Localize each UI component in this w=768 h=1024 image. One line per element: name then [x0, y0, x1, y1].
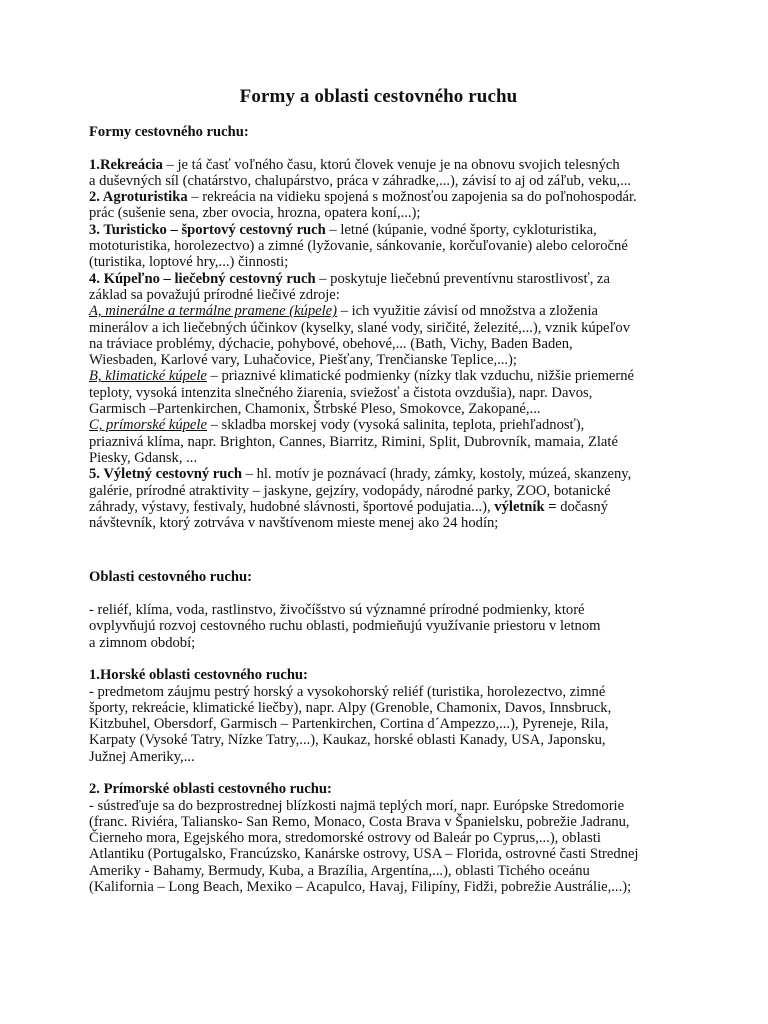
text-segment: Garmisch –Partenkirchen, Chamonix, Štrbské Pleso, Smokovce, Zakopané,...	[89, 401, 541, 418]
text-line	[89, 635, 688, 651]
text-segment: teploty, vysoká intenzita slnečného žiarenia, sviežosť a čistota ovzdušia), napr. Davos,	[89, 384, 593, 401]
bold-term: 1.Rekreácia	[89, 156, 163, 173]
text-segment: – ich využitie závisí od množstva a zloženia	[337, 303, 598, 320]
text-line	[89, 450, 688, 466]
text-line	[89, 157, 688, 173]
text-segment: – je tá časť voľného času, ktorú človek venuje je na obnovu svojich telesných	[162, 156, 620, 173]
text-line	[89, 254, 688, 270]
text-line	[89, 830, 688, 846]
text-line	[89, 401, 688, 417]
text-segment: (turistika, loptové hry,...) činnosti;	[89, 254, 289, 271]
bold-term: 5. Výletný cestovný ruch	[89, 466, 242, 483]
text-line	[89, 798, 688, 814]
section-gap	[89, 531, 688, 569]
text-segment: – hl. motív je poznávací (hrady, zámky, kostoly, múzeá, skanzeny,	[241, 466, 632, 483]
document-body	[89, 124, 688, 895]
text-segment: prác (sušenie sena, zber ovocia, hrozna, opatera koní,...);	[89, 205, 421, 222]
text-line	[89, 515, 688, 531]
text-segment: Karpaty (Vysoké Tatry, Nízke Tatry,...), Kaukaz, horské oblasti Kanady, USA, Japonsku,	[89, 732, 606, 749]
paragraph-gap	[89, 140, 688, 156]
text-segment: a zimnom období;	[89, 634, 196, 651]
text-segment: Čierneho mora, Egejského mora, stredomorské ostrovy od Baleár po Cyprus,...), oblasti	[89, 830, 601, 847]
text-segment: – poskytuje liečebnú preventívnu starostlivosť, za	[315, 270, 610, 287]
text-segment: – rekreácia na vidieku spojená s možnosťou zapojenia sa do poľnohospodár.	[187, 189, 637, 206]
text-segment: ovplyvňujú rozvoj cestovného ruchu oblasti, podmieňujú využívanie priestoru v letnom	[89, 618, 601, 635]
text-segment: - sústreďuje sa do bezprostrednej blízkosti najmä teplých morí, napr. Európske Stredomorie	[89, 797, 625, 814]
text-segment: minerálov a ich liečebných účinkov (kyselky, slané vody, siričité, železité,...), vznik kúpeľov	[89, 319, 630, 336]
text-segment: – letné (kúpanie, vodné športy, cykloturistika,	[325, 221, 597, 238]
text-line	[89, 205, 688, 221]
page-title: Formy a oblasti cestovného ruchu	[239, 86, 518, 107]
underlined-subheading: C, prímorské kúpele	[89, 417, 207, 434]
text-line	[89, 716, 688, 732]
text-line	[89, 732, 688, 748]
text-segment: na tráviace problémy, dýchacie, pohybové, obehové,... (Bath, Vichy, Baden Baden,	[89, 335, 573, 352]
underlined-subheading: A, minerálne a termálne pramene (kúpele)	[89, 303, 338, 320]
text-line	[89, 238, 688, 254]
text-line	[89, 222, 688, 238]
text-line	[89, 569, 688, 585]
text-segment: Atlantiku (Portugalsko, Francúzsko, Kanárske ostrovy, USA – Florida, ostrovné časti Strednej	[89, 846, 639, 863]
paragraph-gap	[89, 586, 688, 602]
text-segment: Ameriky - Bahamy, Bermudy, Kuba, a Brazília, Argentína,...), oblasti Tichého oceánu	[89, 862, 590, 879]
text-line	[89, 287, 688, 303]
bold-term: 2. Prímorské oblasti cestovného ruchu:	[89, 781, 332, 798]
text-line	[89, 846, 688, 862]
text-line	[89, 749, 688, 765]
text-line	[89, 483, 688, 499]
text-line	[89, 434, 688, 450]
bold-term: 4. Kúpeľno – liečebný cestovný ruch	[89, 270, 316, 287]
text-line	[89, 602, 688, 618]
text-line	[89, 667, 688, 683]
text-line	[89, 173, 688, 189]
underlined-subheading: B, klimatické kúpele	[89, 368, 207, 385]
text-line	[89, 336, 688, 352]
text-line	[89, 879, 688, 895]
text-segment: dočasný	[556, 498, 609, 515]
text-line	[89, 781, 688, 797]
bold-term: Oblasti cestovného ruchu:	[89, 569, 252, 586]
text-line	[89, 189, 688, 205]
text-line	[89, 618, 688, 634]
bold-term: výletník =	[494, 498, 557, 515]
text-segment: galérie, prírodné atraktivity – jaskyne, gejzíry, vodopády, národné parky, ZOO, botanické	[89, 482, 611, 499]
text-segment: športy, rekreácie, klimatické liečby), napr. Alpy (Grenoble, Chamonix, Davos, Innsbruck,	[89, 699, 612, 716]
text-line	[89, 320, 688, 336]
text-line	[89, 684, 688, 700]
text-line	[89, 814, 688, 830]
paragraph-gap	[89, 651, 688, 667]
text-line	[89, 352, 688, 368]
text-segment: mototuristika, horolezectvo) a zimné (lyžovanie, sánkovanie, korčuľovanie) alebo celoročné	[89, 238, 628, 255]
text-segment: (franc. Riviéra, Taliansko- San Remo, Monaco, Costa Brava v Španielsku, pobrežie Jadranu,	[89, 813, 630, 830]
text-segment: návštevník, ktorý zotrváva v navštívenom mieste menej ako 24 hodín;	[89, 515, 499, 532]
text-line	[89, 303, 688, 319]
text-line	[89, 499, 688, 515]
text-segment: (Kalifornia – Long Beach, Mexiko – Acapulco, Havaj, Filipíny, Fidži, pobrežie Austrálie,...);	[89, 879, 632, 896]
text-segment: Kitzbuhel, Obersdorf, Garmisch – Partenkirchen, Cortina d´Ampezzo,...), Pyreneje, Rila,	[89, 716, 609, 733]
bold-term: 3. Turisticko – športový cestovný ruch	[89, 221, 326, 238]
text-segment: záhrady, výstavy, festivaly, hudobné slávnosti, športové podujatia...),	[89, 498, 495, 515]
text-segment: Piesky, Gdansk, ...	[89, 449, 198, 466]
text-segment: Wiesbaden, Karlové vary, Luhačovice, Piešťany, Trenčianske Teplice,...);	[89, 352, 517, 369]
paragraph-gap	[89, 765, 688, 781]
bold-term: Formy cestovného ruchu:	[89, 124, 249, 140]
text-segment: – priaznivé klimatické podmienky (nízky tlak vzduchu, nižšie priemerné	[206, 368, 635, 385]
text-segment: a duševných síl (chatárstvo, chalupárstvo, práca v záhradke,...), závisí to aj od záľub, veku,...	[89, 172, 632, 189]
text-segment: - predmetom záujmu pestrý horský a vysokohorský reliéf (turistika, horolezectvo, zimné	[89, 683, 606, 700]
text-line	[89, 417, 688, 433]
text-segment: základ sa považujú prírodné liečivé zdroje:	[89, 286, 340, 303]
bold-term: 2. Agroturistika	[89, 189, 188, 206]
text-line	[89, 863, 688, 879]
text-segment: - reliéf, klíma, voda, rastlinstvo, živočíšstvo sú významné prírodné podmienky, ktoré	[89, 602, 585, 619]
bold-term: 1.Horské oblasti cestovného ruchu:	[89, 667, 308, 684]
text-line	[89, 271, 688, 287]
text-line	[89, 700, 688, 716]
text-line	[89, 124, 688, 140]
text-line	[89, 466, 688, 482]
text-segment: Južnej Ameriky,...	[89, 748, 195, 765]
text-line	[89, 368, 688, 384]
text-segment: priaznivá klíma, napr. Brighton, Cannes, Biarritz, Rimini, Split, Dubrovník, mamaia, Zlaté	[89, 433, 618, 450]
text-segment: – skladba morskej vody (vysoká salinita, teplota, priehľadnosť),	[206, 417, 585, 434]
text-line	[89, 385, 688, 401]
